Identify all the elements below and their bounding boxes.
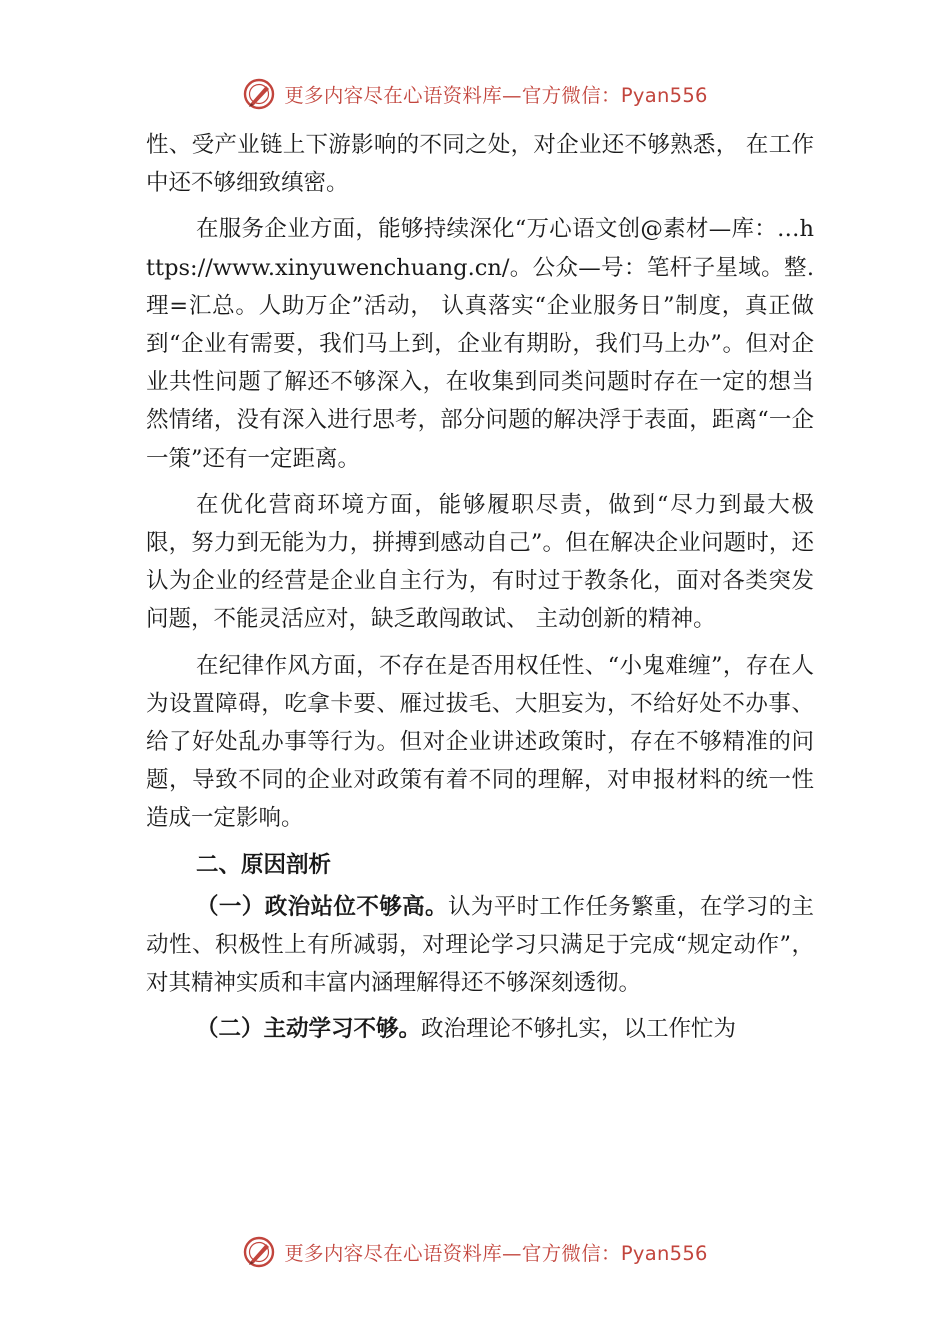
document-body bbox=[146, 126, 814, 1056]
point-title: （一）政治站位不够高。 bbox=[196, 893, 448, 920]
point-title: （二）主动学习不够。 bbox=[196, 1016, 422, 1043]
point-active-learning bbox=[146, 1010, 814, 1048]
footer-watermark bbox=[0, 1232, 950, 1272]
paragraph-discipline: 在纪律作风方面，不存在是否用权任性、“小鬼难缠”，存在人为设置障碍，吃拿卡要、雁过拔毛、大胆妄为，不给好处不办事、给了好处乱办事等行为。但对企业讲述政策时，存在不够精准的问题，导致不同的企业对政策有着不同的理解，对申报材料的统一性造成一定影响。 bbox=[146, 652, 814, 832]
pen-seal-logo-icon bbox=[242, 1235, 276, 1269]
pen-seal-logo-icon bbox=[242, 77, 276, 111]
paragraph-enterprise-service: 在服务企业方面，能够持续深化“万心语文创@素材—库：…https://www.xinyuwenchuang.cn/。公众—号：笔杆子星域。整.理=汇总。人助万企”活动， 认真落实“企业服务日”制度，真正做到“企业有需要，我们马上到，企业有期盼，我们马上办”。但对企业共性问题了解还不够深入，在收集到同类问题时存在一定的想当然情绪，没有深入进行思考，部分问题的解决浮于表面，距离“一企一策”还有一定距离。 bbox=[146, 216, 814, 472]
paragraph-business-environment: 在优化营商环境方面，能够履职尽责，做到“尽力到最大极限，努力到无能为力，拼搏到感动自己”。但在解决企业问题时，还认为企业的经营是企业自主行为，有时过于教条化，面对各类突发问题，不能灵活应对，缺乏敢闯敢试、 主动创新的精神。 bbox=[146, 491, 814, 633]
point-text: 认为平时工作任务繁重，在学习的主动性、积极性上有所减弱，对理论学习只满足于完成“规定动作”，对其精神实质和丰富内涵理解得还不够深刻透彻。 bbox=[146, 893, 814, 997]
watermark-text: 更多内容尽在心语资料库—官方微信：Pyan556 bbox=[284, 1242, 708, 1265]
paragraph-continuation: 性、受产业链上下游影响的不同之处，对企业还不够熟悉， 在工作中还不够细致缜密。 bbox=[146, 132, 814, 197]
point-text: 政治理论不够扎实，以工作忙为 bbox=[421, 1016, 737, 1043]
header-watermark bbox=[0, 74, 950, 114]
point-political-stance bbox=[146, 888, 814, 1003]
watermark-text: 更多内容尽在心语资料库—官方微信：Pyan556 bbox=[284, 84, 708, 107]
section-heading: 二、原因剖析 bbox=[196, 851, 332, 878]
